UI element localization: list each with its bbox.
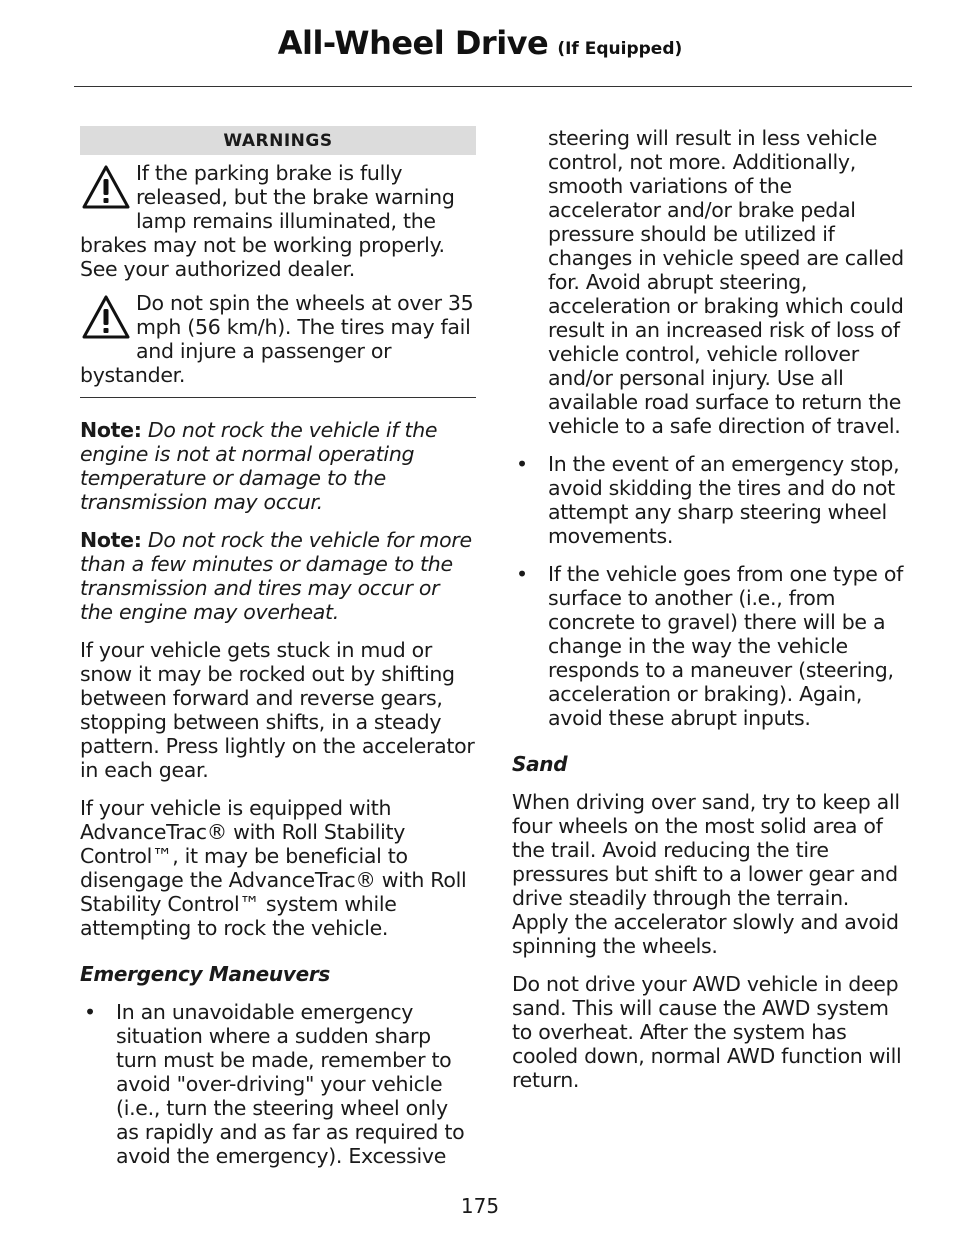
warnings-title: WARNINGS xyxy=(80,126,476,155)
warning-triangle-icon xyxy=(80,293,132,343)
body-paragraph: Do not drive your AWD vehicle in deep sand. This will cause the AWD system to overheat. After the system has cooled down, normal AWD function will return. xyxy=(512,972,902,1092)
section-heading-sand: Sand xyxy=(512,752,568,776)
note-paragraph xyxy=(80,528,476,624)
bullet: • xyxy=(84,1000,96,1024)
note-text: Do not rock the vehicle if the engine is not at normal operating temperature or damage to the transmission may occur. xyxy=(80,418,438,514)
list-item xyxy=(512,562,910,730)
note-text: Do not rock the vehicle for more than a few minutes or damage to the transmission and tires may occur or the engine may overheat. xyxy=(80,528,472,624)
right-column xyxy=(512,126,910,1106)
section-heading-emergency: Emergency Maneuvers xyxy=(80,962,331,986)
list-item-text: In the event of an emergency stop, avoid skidding the tires and do not attempt any sharp steering wheel movements. xyxy=(548,452,900,548)
body-paragraph: If your vehicle gets stuck in mud or snow it may be rocked out by shifting between forward and reverse gears, stopping between shifts, in a steady pattern. Press lightly on the accelerator in each gear. xyxy=(80,638,475,782)
list-item xyxy=(80,1000,476,1168)
list-item xyxy=(512,452,910,548)
list-item-text: In an unavoidable emergency situation where a sudden sharp turn must be made, remember to avoid "over-driving" your vehicle (i.e., turn the steering wheel only as rapidly and as far as required to avoid the emergency). Excessive xyxy=(116,1000,465,1168)
page-header xyxy=(0,24,960,62)
warning-text: If the parking brake is fully released, but the brake warning lamp remains illuminated, the brakes may not be working properly. See your authorized dealer. xyxy=(80,161,455,281)
emergency-list-continued xyxy=(512,452,910,730)
emergency-list xyxy=(80,1000,476,1168)
note-paragraph xyxy=(80,418,476,514)
list-item-continuation: steering will result in less vehicle control, not more. Additionally, smooth variations of the accelerator and/or brake pedal pressure should be utilized if changes in vehicle speed are called for. Avoid abrupt steering, acceleration or braking which could result in an increased risk of loss of vehicle control, vehicle rollover and/or personal injury. Use all available road surface to return the vehicle to a safe direction of travel. xyxy=(548,126,904,438)
warning-triangle-icon xyxy=(80,163,132,213)
page-subtitle: (If Equipped) xyxy=(557,39,683,59)
page-title: All-Wheel Drive xyxy=(277,24,549,62)
body-paragraph: When driving over sand, try to keep all four wheels on the most solid area of the trail. Avoid reducing the tire pressures but shift to a lower gear and drive steadily through the terrain. Apply the accelerator slowly and avoid spinning the wheels. xyxy=(512,790,900,958)
warnings-box xyxy=(80,126,476,398)
left-column xyxy=(80,126,476,1182)
page-number: 175 xyxy=(460,1194,500,1218)
note-label: Note: xyxy=(80,528,142,552)
warning-text: Do not spin the wheels at over 35 mph (56 km/h). The tires may fail and injure a passenger or bystander. xyxy=(80,291,474,387)
warning-item xyxy=(80,161,476,281)
list-item-text: If the vehicle goes from one type of surface to another (i.e., from concrete to gravel) there will be a change in the way the vehicle responds to a maneuver (steering, acceleration or braking). Again, avoid these abrupt inputs. xyxy=(548,562,903,730)
header-rule xyxy=(74,86,912,87)
warning-item xyxy=(80,291,476,387)
body-paragraph: If your vehicle is equipped with AdvanceTrac® with Roll Stability Control™, it may be beneficial to disengage the AdvanceTrac® with Roll Stability Control™ system while attempting to rock the vehicle. xyxy=(80,796,467,940)
warnings-rule xyxy=(80,397,476,398)
note-label: Note: xyxy=(80,418,142,442)
bullet: • xyxy=(516,452,528,476)
bullet: • xyxy=(516,562,528,586)
